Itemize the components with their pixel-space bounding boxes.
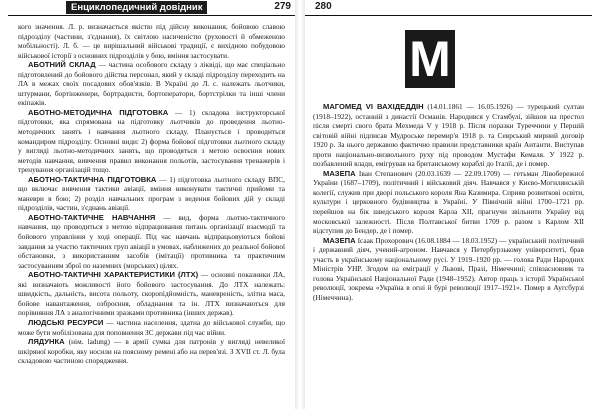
entry-term: АБОТНО-МЕТОДИЧНА ПІДГОТОВКА xyxy=(28,107,169,117)
entry-text: (14.01.1861 — 16.05.1926) — турецький султан (1918–1922), останній з династії Османів. Народився у Стамбулі, зійшов на престол після смерті свого брата Мехмеда V у 1918 р. Після поразки Туреччини у Першій світовій війні підписав Мудроське перемир'я 1918 р. та Севрський мирний договір 1920 р. За нього державою фактично правили представники країн Антанти. Виступав проти національно-визвольного руху під проводом Мустафи Кемаля. У 1922 р. позбавлений влади, емігрував на британському кораблі до Італії, де і помер. xyxy=(313,102,584,169)
entry-term: ЛЮДСЬКІ РЕСУРСИ xyxy=(28,317,104,327)
entry-text: — 1) складова інструкторської підготовки, яка спрямована на підготовку льотчиків до проведення льотно-методичних занять і навчання льотного складу. Планується і проводиться командиром підрозділу. Основні види: 2) форма бойової підготовки льотного складу у вигляді льотно-методичних занять, що проводяться з метою освоєння нових методів навчання, вивчення правил виконання польотів, застосування тренажерів і тренування організацій тощо. xyxy=(18,107,285,175)
entry-text: (нім. ladung) — в армії сумка для патронів у вигляді невеликої шкіряної коробки, яку носили на поясному ремені або на перев'язі. З XVII ст. Л. була складовою частиною спорядження. xyxy=(18,337,286,366)
right-page-text xyxy=(313,22,584,407)
section-letter-block xyxy=(313,22,584,102)
dictionary-entry xyxy=(18,60,285,108)
entry-text: — частина населення, здатна до військової служби, що може бути мобілізована для поповнення ЗС держави під час війни. xyxy=(18,317,286,337)
dictionary-entry xyxy=(313,102,584,169)
entry-text: — основні показники ЛА, які визначають можливості його бойового застосування. До ЛТХ належать: швидкість, дальність, висота польоту, скоропідйомність, маневреність, злітна маса, бойове навантаження, озброєння, обладнання та ін. ЛТХ визначаються для порівняння ЛА з аналогічними зразками противника (інших держав). xyxy=(18,270,285,318)
left-page xyxy=(0,0,295,409)
entry-term: АБОТНО-ТАКТИЧНІ ХАРАКТЕРИСТИКИ (ЛТХ) xyxy=(28,270,199,280)
right-page-header xyxy=(305,0,592,16)
right-page xyxy=(305,0,600,409)
entry-text: — частина особового складу з ліквіді, що має спеціально підготовлений до бойового дійства персонал, який у складі підрозділу переходить на ЛА в межах своїх посадових обов'язків. В Україні до Л. с. належать льотчики, штурмани, бортінженери, бортрадисти, бортоператори, бортстрілки та інші члени екіпажів. xyxy=(18,60,285,108)
running-title: Енциклопедичний довідник xyxy=(66,1,207,14)
entry-text: — 1) підготовка льотного складу ВПС, що включає вивчення тактики авіації, вміння виконувати тактичні прийоми та маневри в бою; 2) розділ навчальних програм з ведення бойових дій у складі підрозділів, частин, з'єднань авіації. xyxy=(18,174,285,213)
entry-text: кого значення. Л. р. визначається якістю під дійсну виконання, бойовою славою підрозділу (частини, з'єднання), їх світлою насиченістю (руховості й обмеженою мобільності). Л. б. — це вирішальний військові традиції, є вихідною побудовою військової історії з основних підрозділів у бою, вміння застосувати. xyxy=(18,22,285,60)
dictionary-entry xyxy=(18,175,285,213)
entry-text: — вид, форма льотно-тактичного навчання, що проводиться з метою відпрацювання питань організації взаємодії та бойового управління у ході операції. Під час навчань відпрацьовуються бойові завдання за участю тактичних груп авіації в умовах, наближених до реальної бойової обстановки, з використанням засобів (імітації) противника та практичним застосуванням зброї по наземних (морських) цілях. xyxy=(18,212,285,270)
entry-term: МАЗЕПА xyxy=(323,168,356,178)
left-page-header xyxy=(8,0,295,16)
section-letter: М xyxy=(405,30,455,88)
dictionary-entry xyxy=(18,213,285,270)
entry-continuation xyxy=(18,22,285,60)
entry-text: Ісаак Прохорович (16.08.1884 — 18.03.1952) — український політичний і державний діяч, учений-агроном. Навчався у Петербурзькому університеті, брав участь в українському національному русі. У 1919–1920 рр. — голова Ради Народних Міністрів УНР. Згодом на еміграції у Львові, Празі, Німеччині; співзасновник та голова Української Національної Ради (1948–1952). Автор праць з історії Української революції, зокрема «Україна в огні й бурі революції 1917–1921». Помер в Аугсбурзі (Німеччина). xyxy=(313,235,584,302)
dictionary-entry xyxy=(18,337,285,366)
dictionary-entry xyxy=(18,270,285,318)
entry-term: АБОТНО-ТАКТИЧНА ПІДГОТОВКА xyxy=(28,174,157,184)
dictionary-entry xyxy=(313,169,584,236)
dictionary-entry xyxy=(313,236,584,303)
dictionary-entry xyxy=(18,108,285,175)
entry-text: Іван Степанович (20.03.1639 — 22.09.1709) — гетьман Лівобережної України (1687–1709), політичний і військовий діяч. Навчався у Києво-Могилянській колегії, служив при дворі польського короля Яна Казимира. Сприяв розвиткові освіти, культури і церковного будівництва в Україні. У Північній війні 1700–1721 рр. перейшов на бік шведського короля Карла XII, прагнучи звільнити Україну від московської залежності. Після Полтавської битви 1709 р. разом з Карлом XII відступив до Бендер, де і помер. xyxy=(313,168,584,236)
entry-term: АБОТНО-ТАКТИЧНЕ НАВЧАННЯ xyxy=(28,212,156,222)
page-number-right: 280 xyxy=(315,1,332,12)
entry-term: МАЗЕПА xyxy=(323,235,356,245)
entry-term: МАГОМЕД VI ВАХІДЕДДІН xyxy=(323,102,424,111)
left-page-text xyxy=(18,22,285,407)
entry-term: АБОТНИЙ СКЛАД xyxy=(28,60,96,70)
book-gutter xyxy=(295,0,305,409)
entry-term: ЛЯДУНКА xyxy=(28,337,65,347)
dictionary-entry xyxy=(18,318,285,337)
page-number-left: 279 xyxy=(274,1,291,12)
